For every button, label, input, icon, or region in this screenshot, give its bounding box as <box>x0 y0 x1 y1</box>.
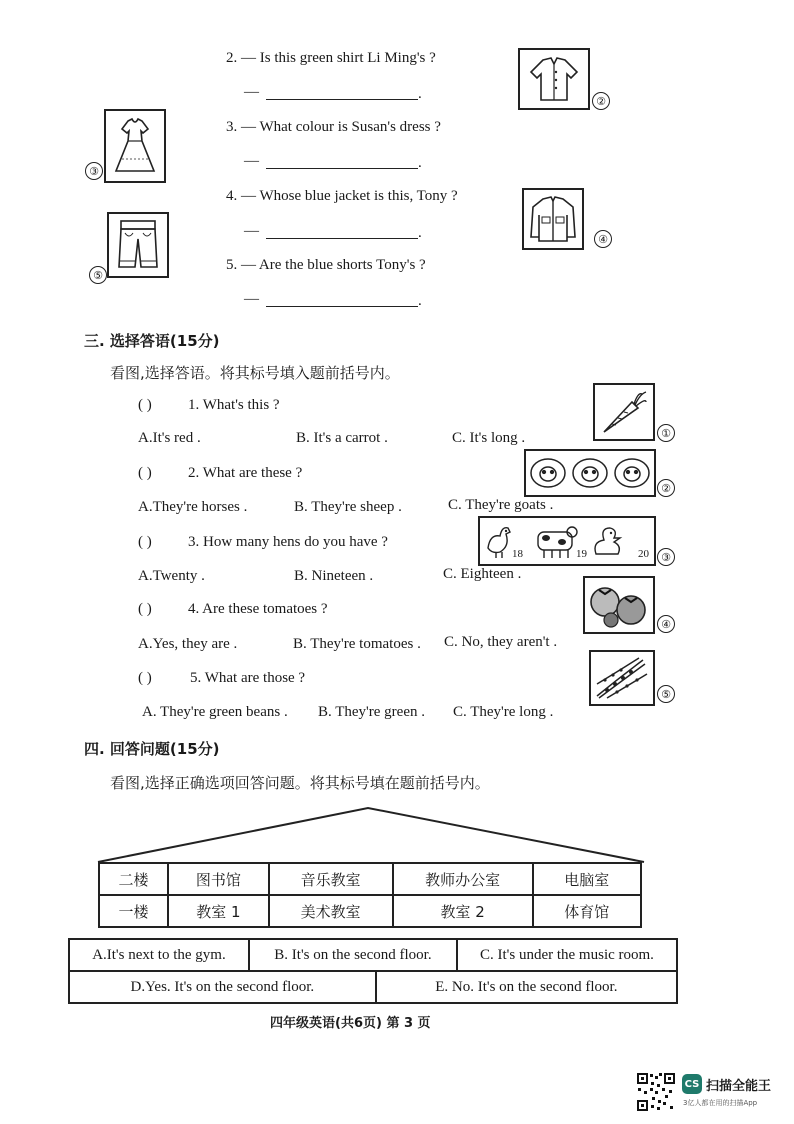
picture-label: ④ <box>594 230 612 248</box>
sheep-icon <box>524 449 656 497</box>
picture-number: 18 <box>512 548 523 560</box>
picture-number: 20 <box>638 548 649 560</box>
picture-label: ⑤ <box>657 685 675 703</box>
option-c: C. It's under the music room. <box>457 939 677 971</box>
room-cell: 电脑室 <box>533 863 641 895</box>
room-cell: 教室 2 <box>393 895 533 927</box>
option-c: C. No, they aren't . <box>444 634 558 650</box>
scanner-tagline: 3亿人都在用的扫描App <box>683 1099 758 1107</box>
answer-dash: — <box>244 291 259 307</box>
option-a: A.Yes, they are . <box>138 636 238 652</box>
question-5: 5. — Are the blue shorts Tony's ? <box>226 257 426 273</box>
section-instruction: 看图,选择答语。将其标号填入题前括号内。 <box>110 364 400 382</box>
answer-options-row2 <box>68 970 678 1004</box>
picture-label: ② <box>657 479 675 497</box>
question-4: 4. — Whose blue jacket is this, Tony ? <box>226 188 458 204</box>
section-instruction: 看图,选择正确选项回答问题。将其标号填在题前括号内。 <box>110 774 490 792</box>
answer-period: . <box>418 225 422 241</box>
picture-label: ③ <box>85 162 103 180</box>
shirt-icon <box>518 48 590 110</box>
qr-code-icon <box>636 1072 676 1112</box>
option-d: D.Yes. It's on the second floor. <box>69 971 376 1003</box>
jacket-icon <box>522 188 584 250</box>
option-e: E. No. It's on the second floor. <box>376 971 677 1003</box>
answer-dash: — <box>244 84 259 100</box>
question-text: 1. What's this ? <box>188 397 280 413</box>
answer-period: . <box>418 155 422 171</box>
option-c: C. They're long . <box>453 704 554 720</box>
picture-label: ③ <box>657 548 675 566</box>
room-cell: 体育馆 <box>533 895 641 927</box>
question-text: 3. How many hens do you have ? <box>188 534 388 550</box>
room-cell: 教师办公室 <box>393 863 533 895</box>
answer-paren[interactable]: ( ) <box>138 534 152 550</box>
question-text: 5. What are those ? <box>190 670 306 686</box>
option-a: A.Twenty . <box>138 568 205 584</box>
answer-paren[interactable]: ( ) <box>138 670 152 686</box>
answer-options-row1 <box>68 938 678 972</box>
option-c: C. It's long . <box>452 430 526 446</box>
tomatoes-icon <box>583 576 655 634</box>
question-3: 3. — What colour is Susan's dress ? <box>226 119 441 135</box>
answer-dash: — <box>244 223 259 239</box>
animals-icon <box>478 516 656 566</box>
floor-label: 二楼 <box>99 863 168 895</box>
option-b: B. They're sheep . <box>294 499 402 515</box>
option-a: A. They're green beans . <box>142 704 288 720</box>
carrot-icon <box>593 383 655 441</box>
green-beans-icon <box>589 650 655 706</box>
floor-row-first <box>99 895 641 927</box>
picture-label: ② <box>592 92 610 110</box>
page-footer: 四年级英语(共6页) 第 3 页 <box>270 1016 431 1031</box>
answer-blank[interactable] <box>266 238 418 239</box>
picture-label: ④ <box>657 615 675 633</box>
section-title: 四. 回答问题(15分) <box>84 740 220 758</box>
option-b: B. They're tomatoes . <box>293 636 421 652</box>
room-cell: 教室 1 <box>168 895 269 927</box>
floor-row-second <box>99 863 641 895</box>
option-a: A.It's red . <box>138 430 201 446</box>
picture-label: ⑤ <box>89 266 107 284</box>
room-cell: 美术教室 <box>269 895 393 927</box>
question-2: 2. — Is this green shirt Li Ming's ? <box>226 50 436 66</box>
room-cell: 图书馆 <box>168 863 269 895</box>
answer-paren[interactable]: ( ) <box>138 397 152 413</box>
option-a: A.They're horses . <box>138 499 248 515</box>
option-b: B. It's on the second floor. <box>249 939 457 971</box>
scanner-logo-icon: CS <box>682 1074 702 1094</box>
answer-paren[interactable]: ( ) <box>138 601 152 617</box>
shorts-icon <box>107 212 169 278</box>
answer-blank[interactable] <box>266 168 418 169</box>
answer-blank[interactable] <box>266 99 418 100</box>
question-text: 4. Are these tomatoes ? <box>188 601 328 617</box>
picture-label: ① <box>657 424 675 442</box>
answer-period: . <box>418 293 422 309</box>
option-b: B. Nineteen . <box>294 568 374 584</box>
building-roof <box>96 806 646 864</box>
question-text: 2. What are these ? <box>188 465 303 481</box>
picture-number: 19 <box>576 548 587 560</box>
answer-paren[interactable]: ( ) <box>138 465 152 481</box>
answer-blank[interactable] <box>266 306 418 307</box>
answer-period: . <box>418 86 422 102</box>
option-a: A.It's next to the gym. <box>69 939 249 971</box>
option-c: C. Eighteen . <box>443 566 522 582</box>
floor-label: 一楼 <box>99 895 168 927</box>
scanner-name: 扫描全能王 <box>706 1079 772 1094</box>
option-c: C. They're goats . <box>448 497 554 513</box>
option-b: B. They're green . <box>318 704 425 720</box>
building-floor-table <box>98 862 642 928</box>
dress-icon <box>104 109 166 183</box>
answer-dash: — <box>244 153 259 169</box>
section-title: 三. 选择答语(15分) <box>84 332 220 350</box>
option-b: B. It's a carrot . <box>296 430 388 446</box>
room-cell: 音乐教室 <box>269 863 393 895</box>
